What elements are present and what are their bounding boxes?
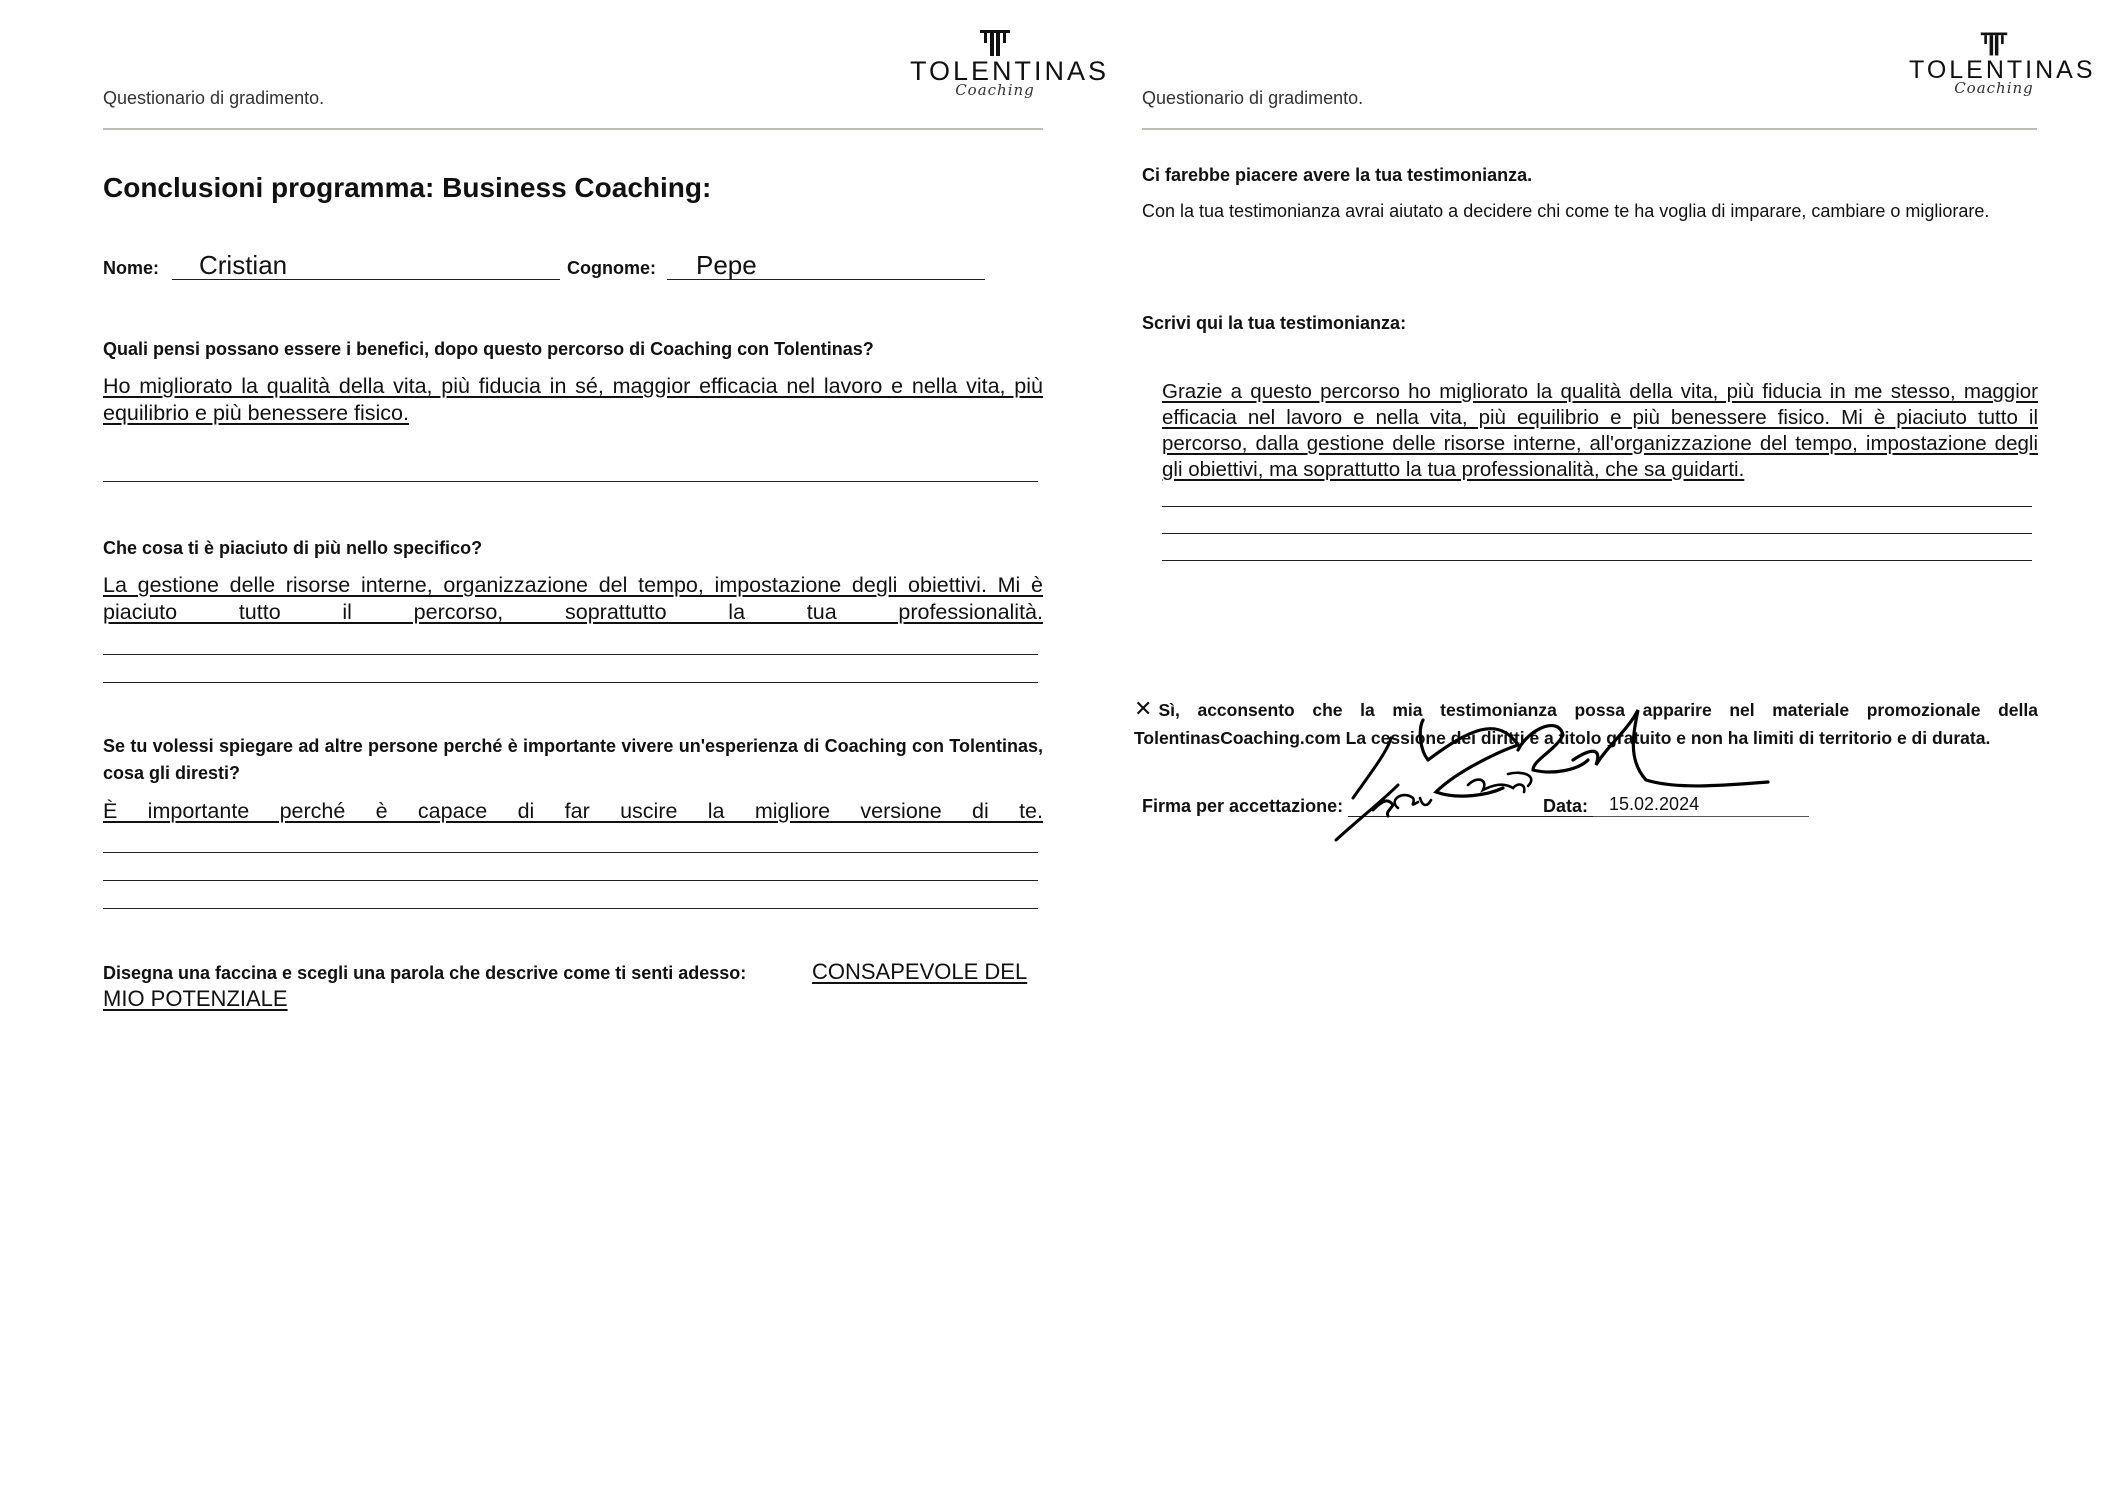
testimonial-text: Grazie a questo percorso ho migliorato la qualità della vita, più fiducia in me stesso, maggior efficacia nel lavoro e nella vita, più equilibrio e più benessere fisico. Mi è piaciuto tutto il percorso, dalla gestione delle risorse interne, all'organizzazione del tempo, impostazione degli gli obiettivi, ma soprattutto la tua professionalità, che sa guidarti. xyxy=(1162,380,2038,481)
blank-lines-benefits xyxy=(103,454,1038,482)
nome-value: Cristian xyxy=(199,250,288,280)
page-title: Conclusioni programma: Business Coaching: xyxy=(103,172,712,203)
intro-title: Ci farebbe piacere avere la tua testimonianza. xyxy=(1142,165,1533,185)
tolentinas-logo xyxy=(910,28,1110,99)
logo-brand: TOLENTINAS xyxy=(910,56,1110,86)
answer-liked-most-text: La gestione delle risorse interne, organizzazione del tempo, impostazione degli obiettivi. Mi è piaciuto tutto il percorso, soprattutto la tua professionalità. xyxy=(103,573,1043,624)
answer-smiley-word-line1: CONSAPEVOLE DEL xyxy=(812,959,1028,984)
header-label: Questionario di gradimento. xyxy=(1142,88,1364,108)
question-benefits: Quali pensi possano essere i benefici, dopo questo percorso di Coaching con Tolentinas? xyxy=(103,339,874,359)
answer-smiley-word xyxy=(812,958,1052,985)
intro-text: Con la tua testimonianza avrai aiutato a decidere chi come te ha voglia di imparare, cambiare o migliorare. xyxy=(1142,201,1990,221)
logo-script: Coaching xyxy=(1954,79,2034,97)
answer-why-important-text: È importante perché è capace di far uscire la migliore versione di te. xyxy=(103,799,1043,823)
date-line xyxy=(1593,816,1809,817)
consent-text: Sì, acconsento che la mia testimonianza possa apparire nel materiale promozionale della TolentinasCoaching.com La cessione dei diritti è a titolo gratuito e non ha limiti di territorio e di durata. xyxy=(1134,700,2038,748)
logo-script: Coaching xyxy=(955,81,1035,99)
logo-brand: TOLENTINAS xyxy=(1909,56,2096,84)
question-why-important: Se tu volessi spiegare ad altre persone perché è importante vivere un'esperienza di Coaching con Tolentinas, cosa gli diresti? xyxy=(103,736,1043,783)
question-smiley: Disegna una faccina e scegli una parola che descrive come ti senti adesso: xyxy=(103,963,747,983)
header-rule xyxy=(1142,128,2037,130)
signature-label: Firma per accettazione: xyxy=(1142,796,1344,816)
answer-liked-most xyxy=(103,572,1043,626)
logo-mark-icon xyxy=(1979,30,2009,58)
date-label: Data: xyxy=(1543,796,1589,816)
date-value: 15.02.2024 xyxy=(1609,794,1700,814)
tolentinas-logo xyxy=(1909,30,2096,97)
cognome-value: Pepe xyxy=(696,250,757,280)
blank-lines-testimonial xyxy=(1162,484,2032,561)
header-label: Questionario di gradimento. xyxy=(103,88,325,108)
answer-smiley-word-line2: MIO POTENZIALE xyxy=(103,986,288,1011)
answer-benefits xyxy=(103,373,1043,427)
handwritten-signature xyxy=(1328,690,1808,850)
questionnaire-page-right xyxy=(1058,0,2117,1497)
logo-mark-icon xyxy=(978,28,1012,58)
header-rule xyxy=(103,128,1043,130)
consent-check-mark[interactable]: ✕ xyxy=(1134,696,1153,721)
answer-benefits-text: Ho migliorato la qualità della vita, più fiducia in sé, maggior efficacia nel lavoro e nella vita, più equilibrio e più benessere fisico. xyxy=(103,374,1043,425)
testimonial-label: Scrivi qui la tua testimonianza: xyxy=(1142,313,1407,333)
blank-lines-liked-most xyxy=(103,627,1038,683)
nome-label: Nome: xyxy=(103,258,160,278)
answer-why-important xyxy=(103,798,1043,825)
blank-lines-why-important xyxy=(103,825,1038,909)
testimonial-answer xyxy=(1162,379,2038,483)
cognome-label: Cognome: xyxy=(567,258,656,278)
question-liked-most: Che cosa ti è piaciuto di più nello specifico? xyxy=(103,538,483,558)
